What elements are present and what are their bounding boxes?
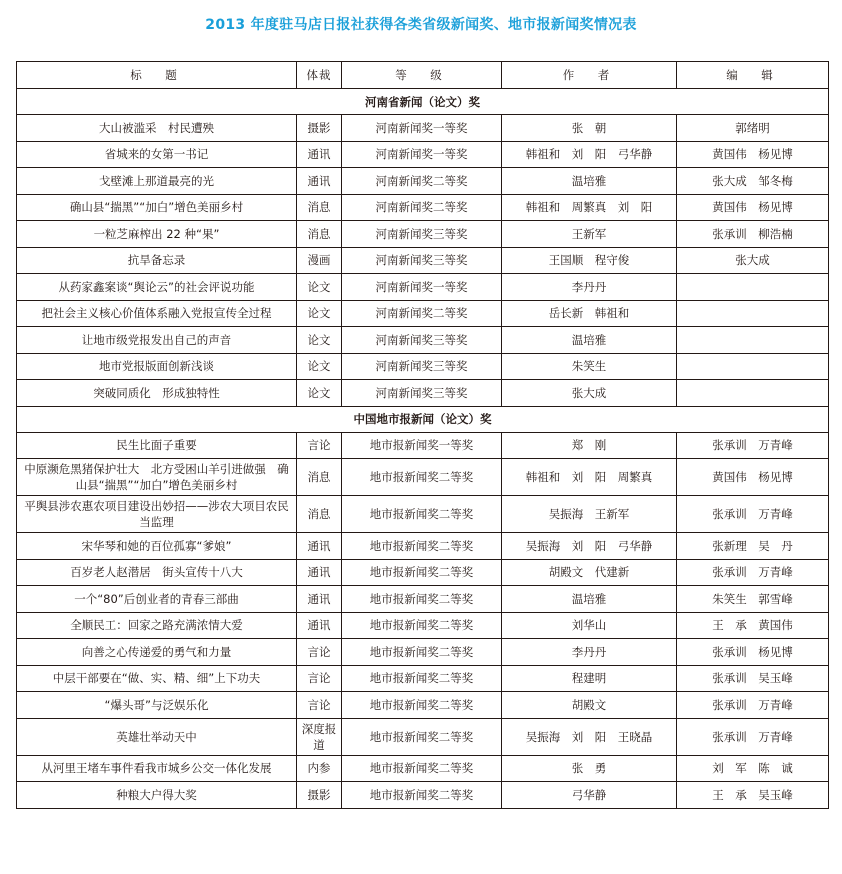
cell-author: 张 勇 [502,755,677,782]
cell-level: 地市报新闻奖二等奖 [342,533,502,560]
cell-editor [677,380,829,407]
cell-title: 省城来的女第一书记 [17,141,297,168]
cell-title: 英雄壮举动天中 [17,718,297,755]
cell-editor: 张承训 吴玉峰 [677,665,829,692]
cell-author: 弓华静 [502,782,677,809]
cell-editor [677,274,829,301]
cell-title: 从药家鑫案谈“舆论云”的社会评说功能 [17,274,297,301]
table-row [17,274,829,301]
cell-genre: 通讯 [297,612,342,639]
header-genre: 体裁 [297,62,342,89]
cell-level: 地市报新闻奖二等奖 [342,559,502,586]
page-title: 2013 年度驻马店日报社获得各类省级新闻奖、地市报新闻奖情况表 [205,17,637,33]
cell-editor: 刘 军 陈 诚 [677,755,829,782]
table-row [17,194,829,221]
cell-genre: 言论 [297,665,342,692]
cell-author: 李丹丹 [502,274,677,301]
cell-level: 地市报新闻奖二等奖 [342,496,502,533]
cell-editor: 张新理 吴 丹 [677,533,829,560]
cell-genre: 通讯 [297,168,342,195]
cell-author: 刘华山 [502,612,677,639]
cell-editor [677,300,829,327]
cell-title: 让地市级党报发出自己的声音 [17,327,297,354]
cell-title: 中层干部要在“做、实、精、细”上下功夫 [17,665,297,692]
cell-level: 地市报新闻奖二等奖 [342,692,502,719]
cell-editor: 张承训 万青峰 [677,496,829,533]
cell-level: 河南新闻奖三等奖 [342,221,502,248]
cell-title: 百岁老人赵潜居 街头宣传十八大 [17,559,297,586]
cell-genre: 言论 [297,639,342,666]
table-row [17,380,829,407]
cell-level: 河南新闻奖二等奖 [342,300,502,327]
cell-title: 把社会主义核心价值体系融入党报宣传全过程 [17,300,297,327]
cell-level: 地市报新闻奖二等奖 [342,782,502,809]
cell-title: 民生比面子重要 [17,432,297,459]
cell-genre: 论文 [297,300,342,327]
cell-editor [677,327,829,354]
cell-genre: 漫画 [297,247,342,274]
cell-editor: 黄国伟 杨见博 [677,141,829,168]
cell-author: 韩祖和 刘 阳 弓华静 [502,141,677,168]
cell-title: 确山县“揣黑”“加白”增色美丽乡村 [17,194,297,221]
cell-level: 地市报新闻奖二等奖 [342,718,502,755]
table-row [17,755,829,782]
cell-author: 温培雅 [502,586,677,613]
cell-title: 向善之心传递爱的勇气和力量 [17,639,297,666]
cell-author: 岳长新 韩祖和 [502,300,677,327]
cell-genre: 言论 [297,692,342,719]
cell-level: 地市报新闻奖二等奖 [342,586,502,613]
cell-title: 平舆县涉农惠农项目建设出妙招——涉农大项目农民当监理 [17,496,297,533]
table-row [17,247,829,274]
cell-level: 地市报新闻奖二等奖 [342,459,502,496]
cell-author: 胡殿文 [502,692,677,719]
table-row [17,559,829,586]
awards-table [16,61,829,809]
section-heading: 河南省新闻（论文）奖 [17,89,829,115]
header-title: 标 题 [17,62,297,89]
table-row [17,300,829,327]
cell-genre: 消息 [297,221,342,248]
cell-editor: 张承训 万青峰 [677,692,829,719]
table-header-row [17,62,829,89]
table-row [17,327,829,354]
cell-title: 一粒芝麻榨出 22 种“果” [17,221,297,248]
cell-editor: 张承训 万青峰 [677,432,829,459]
cell-title: 全顺民工：回家之路充满浓情大爱 [17,612,297,639]
cell-editor: 王 承 黄国伟 [677,612,829,639]
cell-level: 河南新闻奖一等奖 [342,141,502,168]
cell-editor: 王 承 吴玉峰 [677,782,829,809]
cell-author: 温培雅 [502,168,677,195]
cell-editor: 张承训 杨见博 [677,639,829,666]
cell-title: 种粮大户得大奖 [17,782,297,809]
table-row [17,221,829,248]
cell-author: 胡殿文 代建新 [502,559,677,586]
cell-level: 河南新闻奖三等奖 [342,327,502,354]
cell-genre: 通讯 [297,586,342,613]
cell-author: 朱笑生 [502,353,677,380]
cell-editor: 张承训 柳浩楠 [677,221,829,248]
cell-genre: 论文 [297,327,342,354]
cell-author: 郑 刚 [502,432,677,459]
cell-author: 吴振海 刘 阳 弓华静 [502,533,677,560]
cell-title: 突破同质化 形成独特性 [17,380,297,407]
cell-genre: 通讯 [297,141,342,168]
cell-author: 王新军 [502,221,677,248]
cell-author: 韩祖和 周繁真 刘 阳 [502,194,677,221]
cell-level: 地市报新闻奖二等奖 [342,755,502,782]
cell-editor: 郭绪明 [677,115,829,142]
table-row [17,533,829,560]
cell-genre: 论文 [297,274,342,301]
table-row [17,353,829,380]
cell-level: 地市报新闻奖二等奖 [342,639,502,666]
cell-title: 地市党报版面创新浅谈 [17,353,297,380]
cell-genre: 言论 [297,432,342,459]
cell-author: 韩祖和 刘 阳 周繁真 [502,459,677,496]
cell-genre: 摄影 [297,782,342,809]
cell-editor [677,353,829,380]
cell-level: 河南新闻奖一等奖 [342,274,502,301]
table-body [17,89,829,809]
cell-title: 大山被滥采 村民遭殃 [17,115,297,142]
cell-author: 李丹丹 [502,639,677,666]
table-row [17,496,829,533]
cell-title: 一个“80”后创业者的青春三部曲 [17,586,297,613]
cell-genre: 消息 [297,459,342,496]
table-row [17,639,829,666]
cell-genre: 通讯 [297,559,342,586]
cell-editor: 张承训 万青峰 [677,559,829,586]
header-editor: 编 辑 [677,62,829,89]
cell-level: 河南新闻奖三等奖 [342,247,502,274]
table-row [17,782,829,809]
cell-level: 河南新闻奖二等奖 [342,194,502,221]
header-level: 等 级 [342,62,502,89]
header-author: 作 者 [502,62,677,89]
cell-author: 温培雅 [502,327,677,354]
table-row [17,168,829,195]
cell-genre: 论文 [297,353,342,380]
cell-editor: 张承训 万青峰 [677,718,829,755]
cell-title: 从河里王堵车事件看我市城乡公交一体化发展 [17,755,297,782]
cell-title: 宋华琴和她的百位孤寡“爹娘” [17,533,297,560]
cell-level: 地市报新闻奖二等奖 [342,665,502,692]
cell-author: 张大成 [502,380,677,407]
cell-editor: 黄国伟 杨见博 [677,194,829,221]
cell-editor: 张大成 邹冬梅 [677,168,829,195]
table-row [17,586,829,613]
table-row [17,612,829,639]
cell-genre: 论文 [297,380,342,407]
cell-genre: 消息 [297,194,342,221]
section-heading-row [17,406,829,432]
table-row [17,692,829,719]
cell-author: 王国顺 程守俊 [502,247,677,274]
cell-level: 河南新闻奖三等奖 [342,380,502,407]
cell-level: 河南新闻奖一等奖 [342,115,502,142]
table-row [17,459,829,496]
cell-level: 河南新闻奖三等奖 [342,353,502,380]
cell-level: 地市报新闻奖二等奖 [342,612,502,639]
table-row [17,718,829,755]
cell-author: 程建明 [502,665,677,692]
cell-genre: 消息 [297,496,342,533]
cell-editor: 黄国伟 杨见博 [677,459,829,496]
table-row [17,115,829,142]
cell-level: 地市报新闻奖一等奖 [342,432,502,459]
cell-genre: 摄影 [297,115,342,142]
cell-title: “爆头哥”与泛娱乐化 [17,692,297,719]
section-heading-row [17,89,829,115]
table-row [17,432,829,459]
table-row [17,141,829,168]
cell-author: 张 朝 [502,115,677,142]
section-heading: 中国地市报新闻（论文）奖 [17,406,829,432]
cell-title: 中原濒危黑猪保护壮大 北方受困山羊引进做强 确山县“揣黑”“加白”增色美丽乡村 [17,459,297,496]
cell-genre: 内参 [297,755,342,782]
cell-genre: 通讯 [297,533,342,560]
cell-editor: 朱笑生 郭雪峰 [677,586,829,613]
cell-title: 戈壁滩上那道最亮的光 [17,168,297,195]
cell-genre: 深度报道 [297,718,342,755]
cell-editor: 张大成 [677,247,829,274]
cell-author: 吴振海 王新军 [502,496,677,533]
cell-level: 河南新闻奖二等奖 [342,168,502,195]
table-row [17,665,829,692]
cell-title: 抗旱备忘录 [17,247,297,274]
cell-author: 吴振海 刘 阳 王晓晶 [502,718,677,755]
